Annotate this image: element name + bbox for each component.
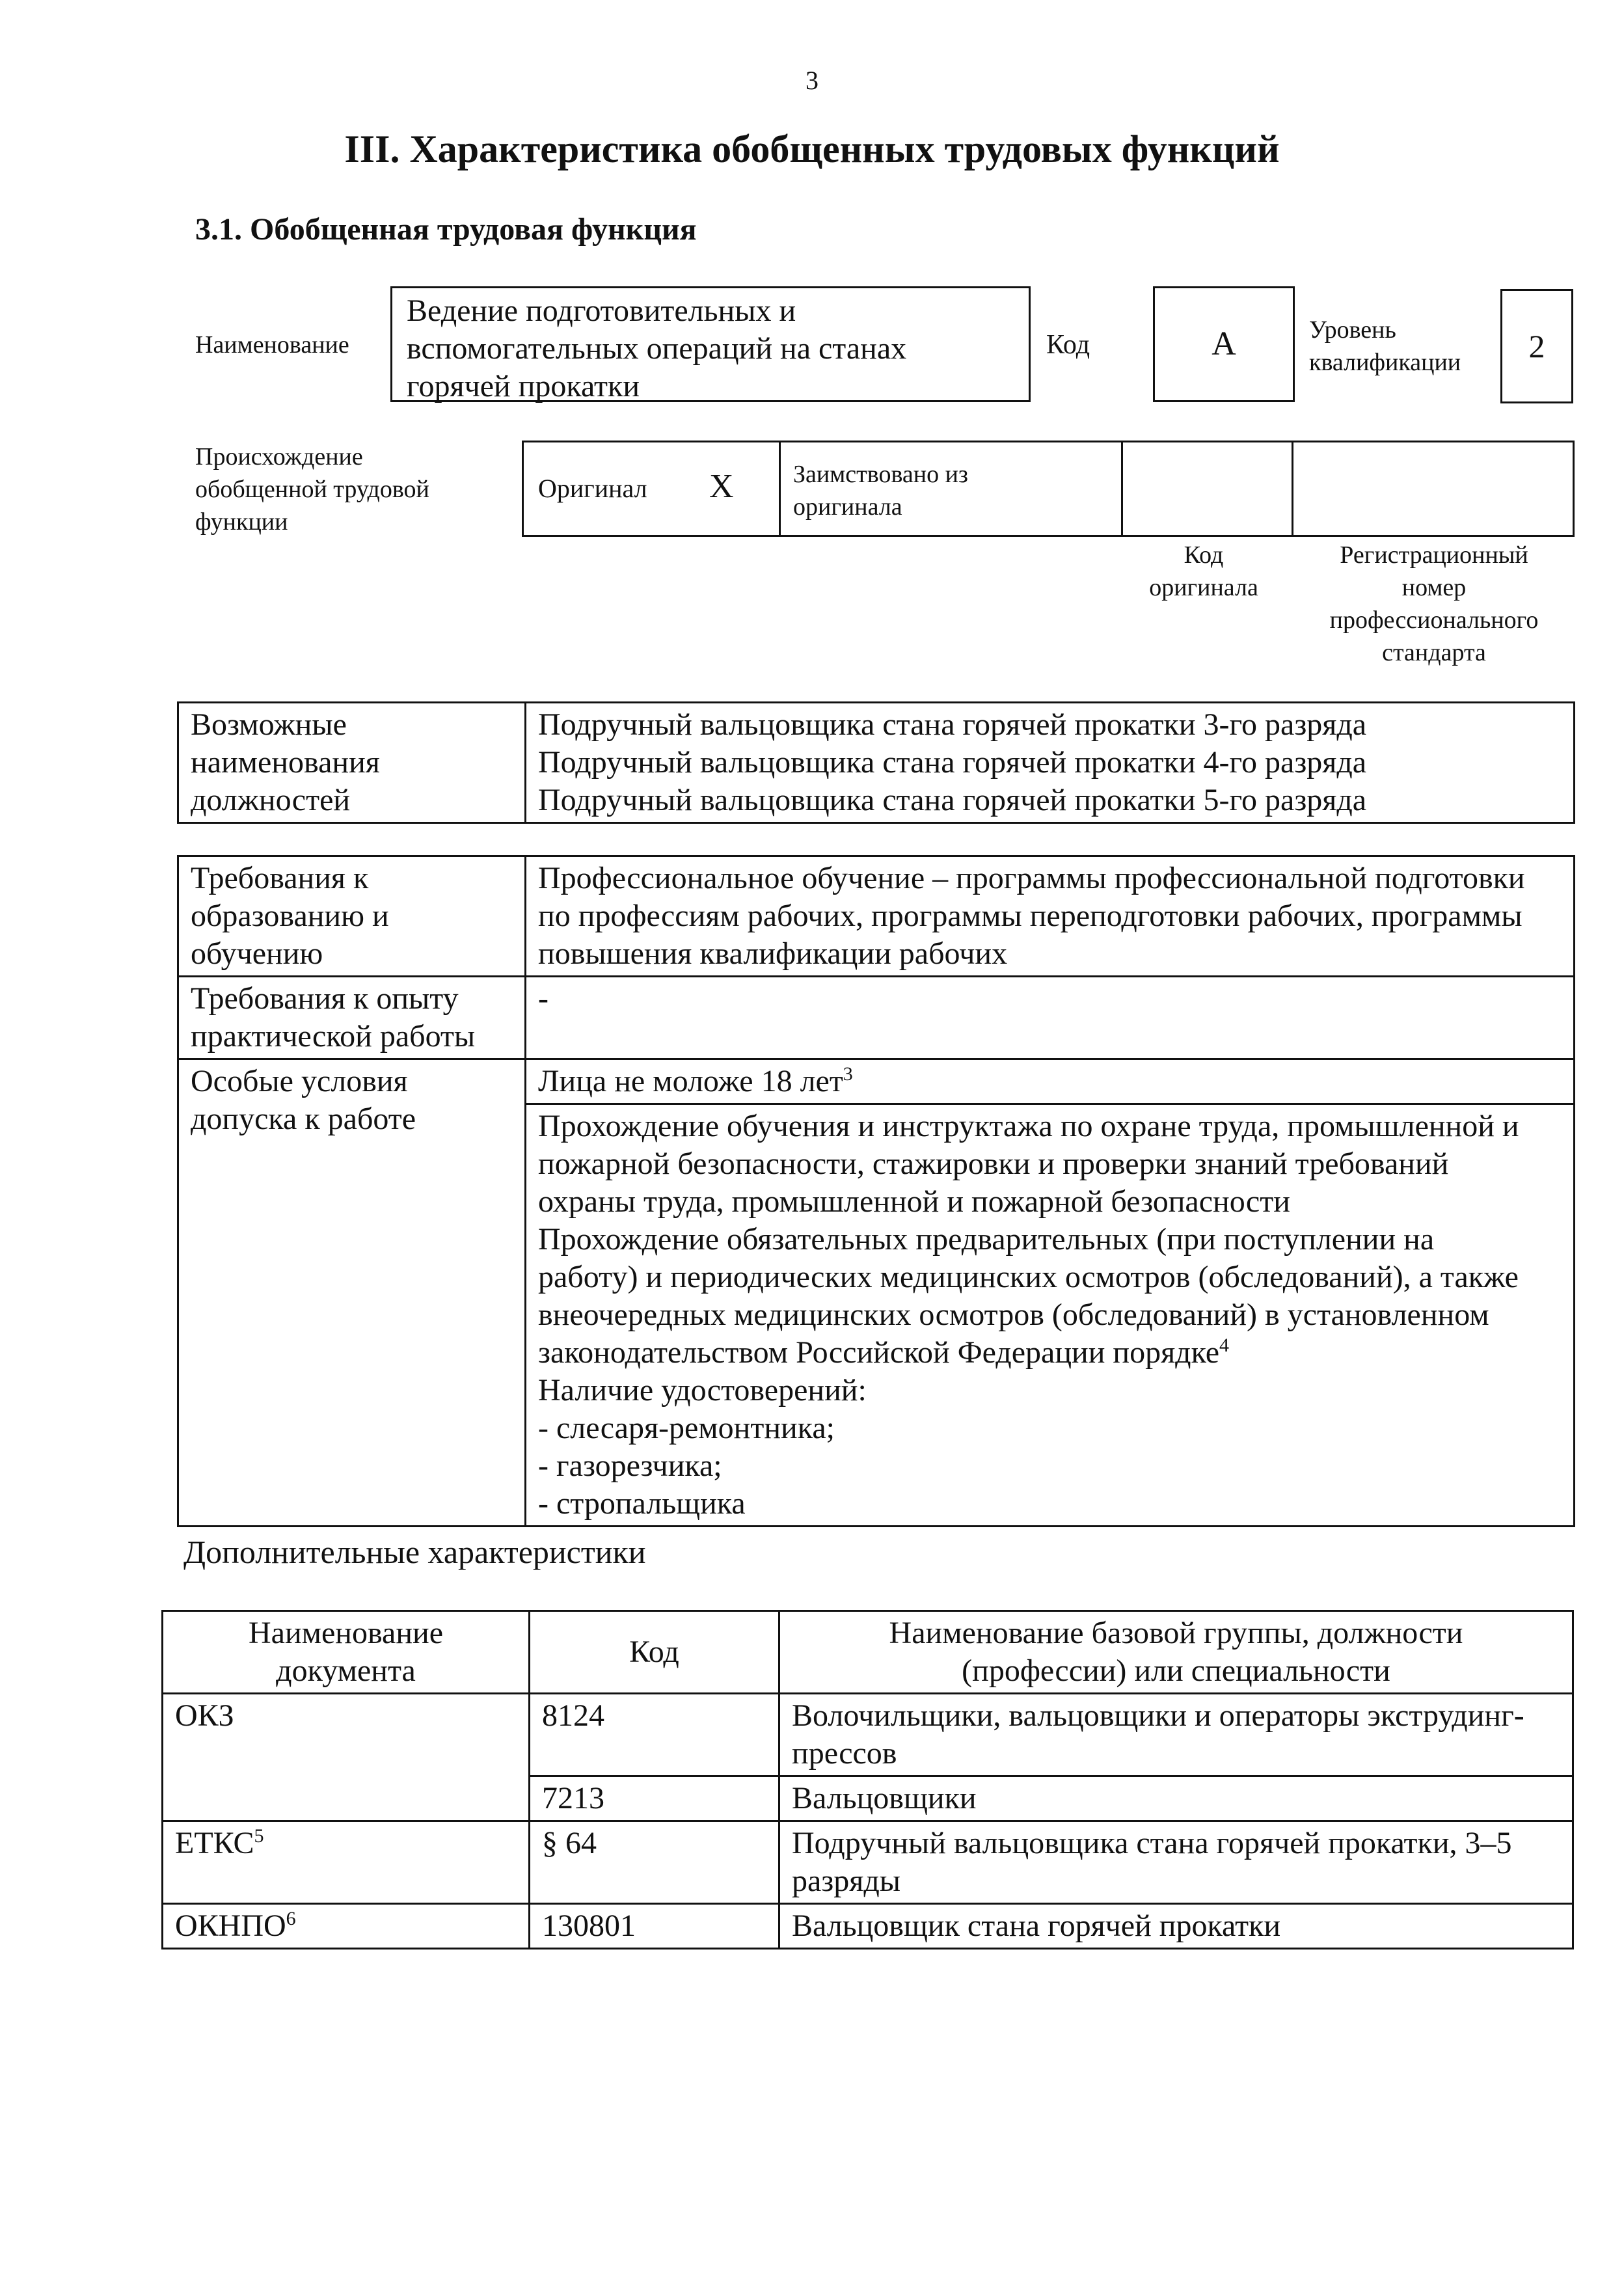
conditions-label-line: допуска к работе xyxy=(191,1102,416,1136)
code-value: A xyxy=(1211,325,1236,362)
condition-line xyxy=(538,1334,1562,1372)
caption-line: Код xyxy=(1184,541,1224,569)
level-label-line: Уровень xyxy=(1309,316,1396,344)
positions-table xyxy=(177,701,1575,824)
table-row xyxy=(178,703,1575,823)
etks-label-cell xyxy=(163,1821,530,1904)
origin-label-line: обобщенной трудовой xyxy=(195,476,429,503)
function-name-line: Ведение подготовительных и xyxy=(407,293,796,328)
origin-label xyxy=(195,441,429,538)
table-row xyxy=(163,1694,1573,1776)
okz-name-cell: Вальцовщики xyxy=(779,1776,1573,1821)
okz-label-cell: ОКЗ xyxy=(163,1694,530,1821)
table-row xyxy=(178,856,1575,977)
condition-line: охраны труда, промышленной и пожарной безопасности xyxy=(538,1184,1290,1219)
level-label-line: квалификации xyxy=(1309,349,1461,376)
etks-name-line: разряды xyxy=(792,1864,901,1898)
code-label: Код xyxy=(1046,330,1090,360)
certificate-line: Наличие удостоверений: xyxy=(538,1373,867,1407)
oknpo-label-text: ОКНПО xyxy=(175,1908,286,1943)
education-label-line: образованию и xyxy=(191,899,389,933)
etks-name-line: Подручный вальцовщика стана горячей прокатки, 3–5 xyxy=(792,1826,1512,1860)
level-value: 2 xyxy=(1528,328,1545,364)
position-item: Подручный вальцовщика стана горячей прокатки 5-го разряда xyxy=(538,783,1367,817)
origin-label-line: функции xyxy=(195,508,288,536)
original-mark: X xyxy=(709,468,734,505)
experience-label-line: практической работы xyxy=(191,1019,476,1053)
condition-last-text: законодательством Российской Федерации порядке xyxy=(538,1335,1219,1370)
education-label-line: Требования к xyxy=(191,861,369,895)
caption-line: номер xyxy=(1401,574,1467,601)
origin-divider xyxy=(1292,442,1293,535)
level-label xyxy=(1309,314,1461,379)
head-code-cell: Код xyxy=(530,1611,779,1694)
level-value-box xyxy=(1500,289,1573,403)
etks-code-cell: § 64 xyxy=(530,1821,779,1904)
age-condition-cell xyxy=(526,1059,1575,1104)
head-doc-cell xyxy=(163,1611,530,1694)
head-name-line: Наименование базовой группы, должности xyxy=(889,1616,1463,1650)
condition-line: пожарной безопасности, стажировки и проверки знаний требований xyxy=(538,1147,1449,1181)
okz-code-cell: 8124 xyxy=(530,1694,779,1776)
etks-label-text: ЕТКС xyxy=(175,1826,254,1860)
certificate-line: - слесаря-ремонтника; xyxy=(538,1411,835,1445)
origin-label-line: Происхождение xyxy=(195,443,363,470)
conditions-label-line: Особые условия xyxy=(191,1064,408,1098)
education-line: Профессиональное обучение – программы профессиональной подготовки xyxy=(538,861,1525,895)
okz-name-line: Волочильщики, вальцовщики и операторы экструдинг- xyxy=(792,1698,1524,1733)
education-line: по профессиям рабочих, программы переподготовки рабочих, программы xyxy=(538,899,1522,933)
function-name-box xyxy=(390,286,1031,402)
condition-line: внеочередных медицинских осмотров (обследований) в установленном xyxy=(538,1297,1489,1332)
footnote-ref: 6 xyxy=(286,1908,296,1929)
oknpo-code-cell: 130801 xyxy=(530,1904,779,1949)
conditions-value-cell xyxy=(526,1104,1575,1527)
head-doc-line: документа xyxy=(276,1653,416,1688)
origin-divider xyxy=(1121,442,1123,535)
requirements-table xyxy=(177,855,1575,1527)
head-name-cell xyxy=(779,1611,1573,1694)
borrowed-label-line: Заимствовано из xyxy=(793,461,968,488)
conditions-label-cell xyxy=(178,1059,526,1527)
positions-label-line: Возможные xyxy=(191,707,347,742)
condition-line: Прохождение обучения и инструктажа по охране труда, промышленной и xyxy=(538,1109,1519,1143)
experience-value-cell: - xyxy=(526,977,1575,1059)
page-number: 3 xyxy=(805,66,819,95)
code-value-box xyxy=(1153,286,1295,402)
positions-label-line: наименования xyxy=(191,745,380,780)
origin-box xyxy=(522,441,1575,537)
table-row xyxy=(163,1821,1573,1904)
caption-line: стандарта xyxy=(1382,639,1486,666)
okz-code-cell: 7213 xyxy=(530,1776,779,1821)
oknpo-name-cell: Вальцовщик стана горячей прокатки xyxy=(779,1904,1573,1949)
certificate-line: - стропальщика xyxy=(538,1486,746,1521)
education-label-line: обучению xyxy=(191,936,323,971)
function-name-line: вспомогательных операций на станах xyxy=(407,331,907,366)
positions-label-cell xyxy=(178,703,526,823)
positions-label-line: должностей xyxy=(191,783,351,817)
original-label: Оригинал xyxy=(538,474,647,503)
subsection-title: 3.1. Обобщенная трудовая функция xyxy=(195,212,697,247)
additional-table xyxy=(161,1610,1574,1949)
head-doc-line: Наименование xyxy=(248,1616,444,1650)
footnote-ref: 4 xyxy=(1219,1335,1229,1356)
borrowed-label xyxy=(793,458,968,523)
etks-name-cell xyxy=(779,1821,1573,1904)
table-row xyxy=(178,1059,1575,1104)
borrowed-label-line: оригинала xyxy=(793,493,902,521)
section-title: III. Характеристика обобщенных трудовых функций xyxy=(344,128,1280,170)
certificate-line: - газорезчика; xyxy=(538,1448,722,1483)
footnote-ref: 5 xyxy=(254,1825,264,1847)
education-line: повышения квалификации рабочих xyxy=(538,936,1008,971)
condition-line: Прохождение обязательных предварительных (при поступлении на xyxy=(538,1222,1435,1256)
caption-registration-number xyxy=(1293,539,1575,669)
caption-original-code xyxy=(1126,539,1282,604)
age-condition-text: Лица не моложе 18 лет xyxy=(538,1064,843,1098)
education-label-cell xyxy=(178,856,526,977)
okz-name-cell xyxy=(779,1694,1573,1776)
additional-title: Дополнительные характеристики xyxy=(183,1534,646,1570)
caption-line: Регистрационный xyxy=(1340,541,1528,569)
footnote-ref: 3 xyxy=(843,1063,853,1085)
table-row xyxy=(163,1611,1573,1694)
position-item: Подручный вальцовщика стана горячей прокатки 4-го разряда xyxy=(538,745,1367,780)
experience-label-cell xyxy=(178,977,526,1059)
positions-values-cell xyxy=(526,703,1575,823)
experience-label-line: Требования к опыту xyxy=(191,981,459,1016)
caption-line: оригинала xyxy=(1149,574,1258,601)
table-row xyxy=(178,977,1575,1059)
head-name-line: (профессии) или специальности xyxy=(962,1653,1390,1688)
name-label: Наименование xyxy=(195,331,349,359)
oknpo-label-cell xyxy=(163,1904,530,1949)
function-name-line: горячей прокатки xyxy=(407,369,640,403)
table-row xyxy=(163,1904,1573,1949)
condition-line: работу) и периодических медицинских осмотров (обследований), а также xyxy=(538,1260,1519,1294)
okz-name-line: прессов xyxy=(792,1736,897,1771)
position-item: Подручный вальцовщика стана горячей прокатки 3-го разряда xyxy=(538,707,1367,742)
education-value-cell xyxy=(526,856,1575,977)
origin-divider xyxy=(779,442,781,535)
caption-line: профессионального xyxy=(1329,606,1539,634)
